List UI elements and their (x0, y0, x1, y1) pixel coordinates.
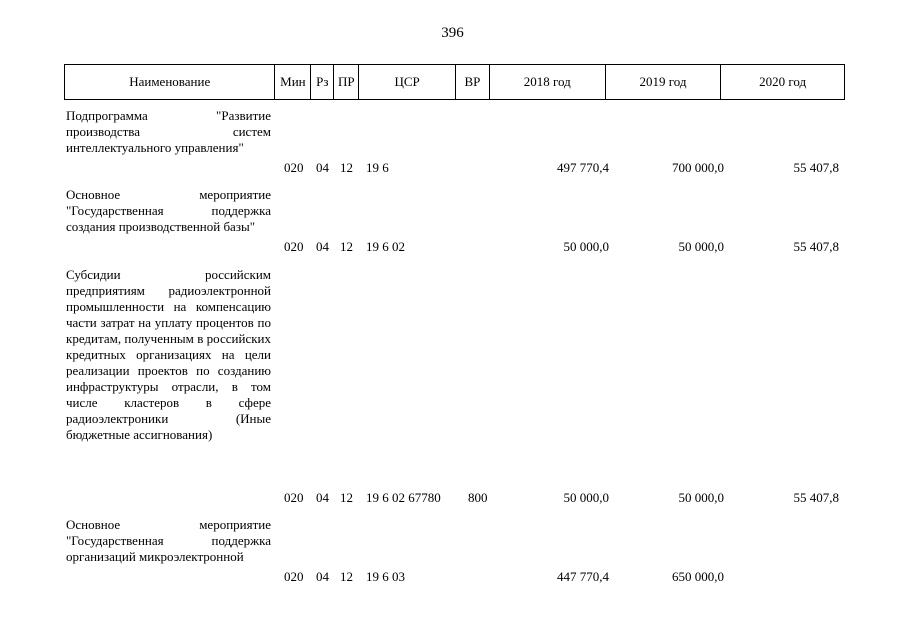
table-row (64, 267, 845, 506)
row-2019: 700 000,0 (672, 160, 724, 175)
header-2018: 2018 год (490, 65, 606, 99)
row-csr: 19 6 02 (366, 239, 405, 254)
row-name: Основное мероприятие "Государственная поддержка создания производственной базы" (66, 187, 271, 234)
row-2019: 50 000,0 (678, 239, 724, 254)
row-pr: 12 (340, 569, 353, 584)
row-pr: 12 (340, 160, 353, 175)
header-name: Наименование (65, 65, 275, 99)
table-row (64, 108, 845, 176)
table-row (64, 517, 845, 585)
row-rz: 04 (316, 569, 329, 584)
row-2018: 50 000,0 (563, 239, 609, 254)
page-number: 396 (441, 25, 464, 41)
row-min: 020 (284, 569, 304, 584)
header-vr: ВР (456, 65, 490, 99)
row-name: Подпрограмма "Развитие производства систем интеллектуального управления" (66, 108, 271, 155)
header-2020: 2020 год (759, 74, 807, 89)
row-min: 020 (284, 160, 304, 175)
row-name: Субсидии российским предприятиям радиоэлектронной промышленности на компенсацию части затрат на уплату процентов по кредитам, полученным в российских кредитных организациях на цели реализации проектов по созданию инфраструктуры отрасли, в том числе кластеров в сфере радиоэлектроники (Иные бюджетные ассигнования) (66, 267, 271, 442)
table-header (64, 64, 845, 100)
row-2020: 55 407,8 (793, 160, 839, 175)
row-2019: 650 000,0 (672, 569, 724, 584)
row-min: 020 (284, 490, 304, 505)
row-min: 020 (284, 239, 304, 254)
row-2020: 55 407,8 (793, 490, 839, 505)
table-row (64, 187, 845, 255)
row-rz: 04 (316, 160, 329, 175)
row-vr: 800 (468, 490, 488, 505)
header-min: Мин (275, 65, 311, 99)
header-rz: Рз (311, 65, 334, 99)
header-2019: 2019 год (606, 65, 722, 99)
row-2018: 447 770,4 (557, 569, 609, 584)
row-csr: 19 6 (366, 160, 389, 175)
row-rz: 04 (316, 239, 329, 254)
row-name: Основное мероприятие "Государственная поддержка организаций микроэлектронной (66, 517, 271, 564)
row-csr: 19 6 02 67780 (366, 490, 441, 505)
header-csr: ЦСР (359, 65, 456, 99)
row-2018: 497 770,4 (557, 160, 609, 175)
header-pr: ПР (334, 65, 359, 99)
row-2020: 55 407,8 (793, 239, 839, 254)
row-2018: 50 000,0 (563, 490, 609, 505)
row-2019: 50 000,0 (678, 490, 724, 505)
row-pr: 12 (340, 239, 353, 254)
row-pr: 12 (340, 490, 353, 505)
row-csr: 19 6 03 (366, 569, 405, 584)
row-rz: 04 (316, 490, 329, 505)
